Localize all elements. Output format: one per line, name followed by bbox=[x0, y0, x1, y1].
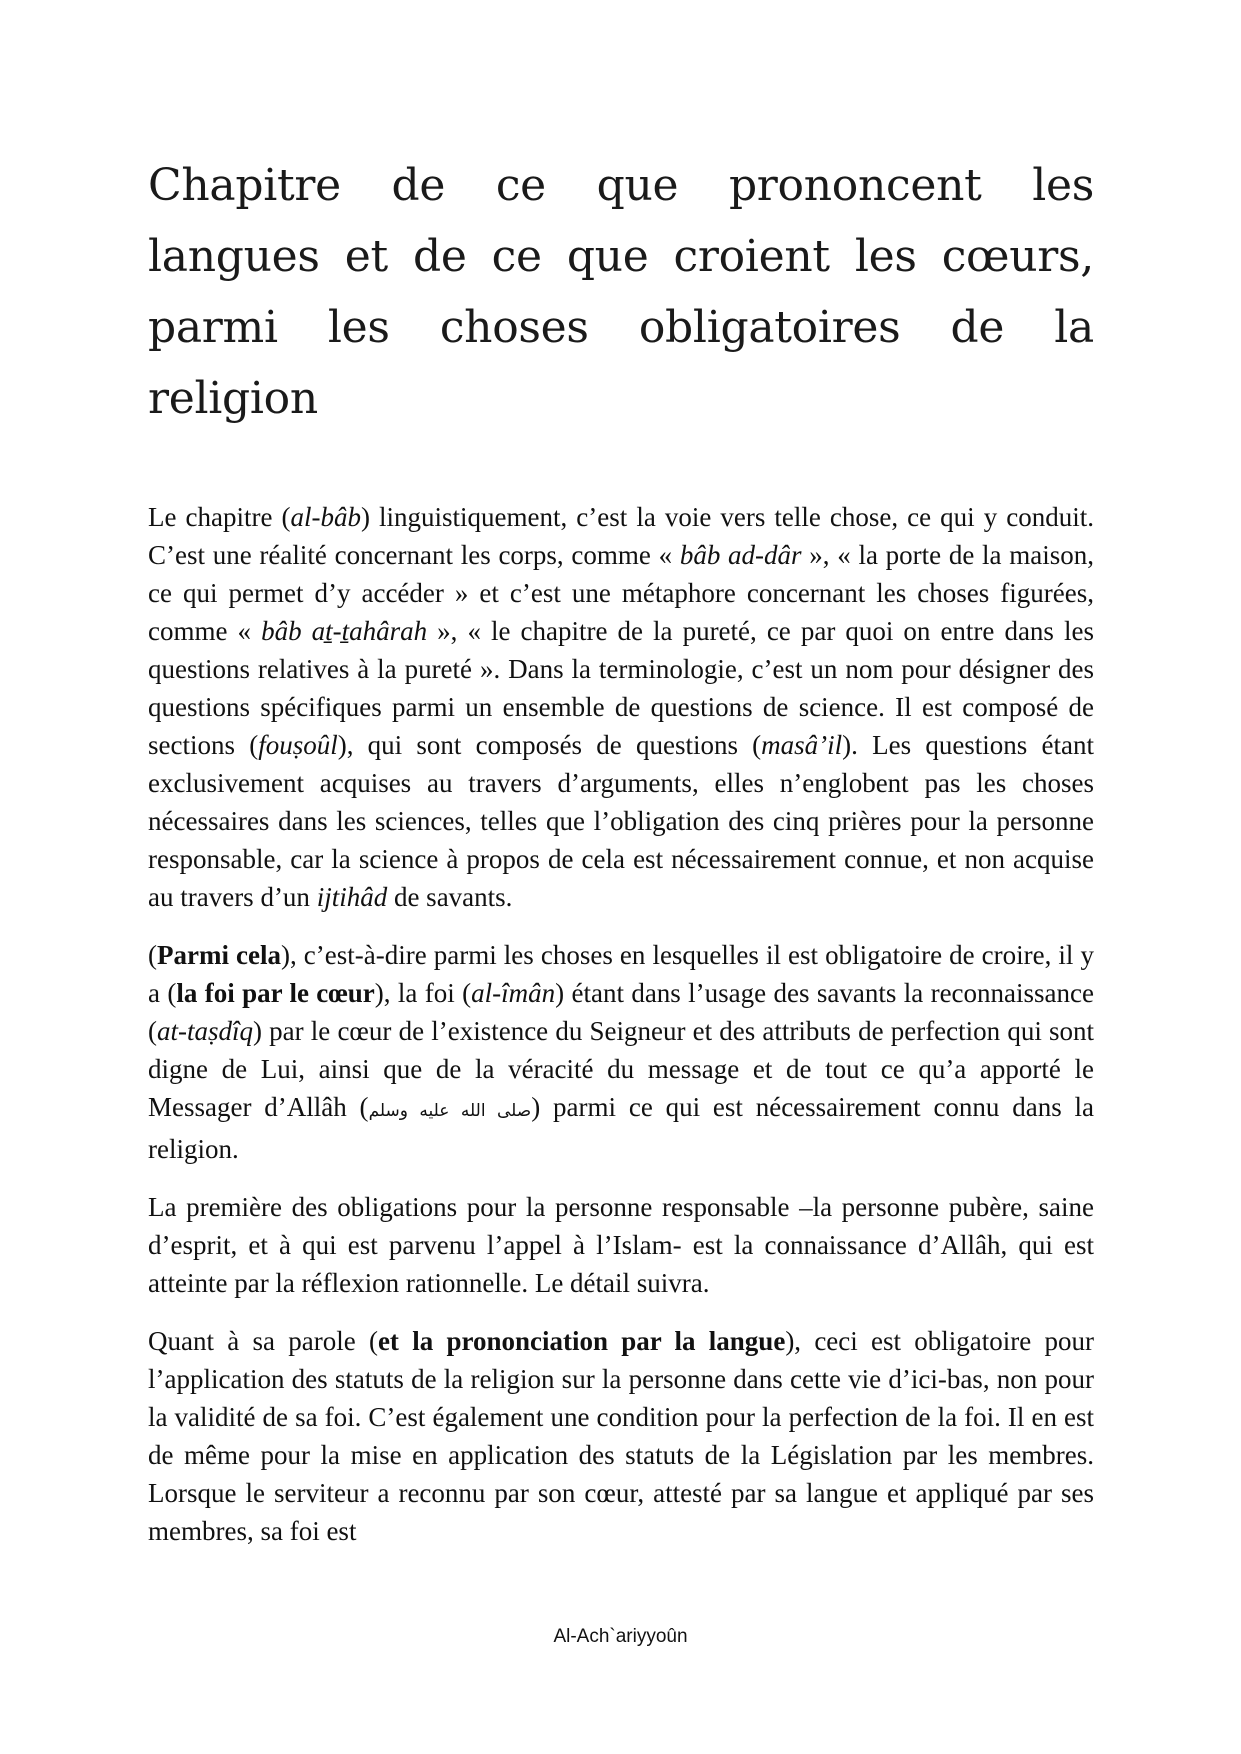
paragraph-1 bbox=[148, 498, 1094, 916]
text-run: ) parmi ce qui est nécessairement connu dans la religion. bbox=[148, 1092, 1095, 1164]
text-run: Le chapitre ( bbox=[148, 502, 291, 532]
text-run: ) par le cœur de l’existence du Seigneur et des attributs de perfection qui sont digne de Lui, ainsi que de la véracité du message et de tout ce qu’a apporté le Messager d’Allâh ( bbox=[148, 1016, 1094, 1122]
text-run: ) étant dans l’usage des savants la reconnaissance ( bbox=[148, 978, 1094, 1046]
italic-term: fouṣoûl bbox=[258, 730, 338, 760]
italic-term: al-îmân bbox=[471, 978, 556, 1008]
text-run: », « le chapitre de la pureté, ce par quoi on entre dans les questions relatives à la pureté ». Dans la terminologie, c’est un nom pour désigner des questions spécifiques parmi un ensemble de questions de science. Il est composé de sections ( bbox=[148, 616, 1094, 760]
bold-term: la foi par le cœur bbox=[176, 978, 375, 1008]
arabic-eulogy: صلى الله عليه وسلم bbox=[368, 1101, 532, 1121]
text-run: ) linguistiquement, c’est la voie vers telle chose, ce qui y conduit. C’est une réalité concernant les corps, comme « bbox=[148, 502, 1094, 570]
italic-term: bâb aṯ-ṯahârah bbox=[261, 616, 428, 646]
chapter-title: Chapitre de ce que prononcent les langues et de ce que croient les cœurs, parmi les choses obligatoires de la religion bbox=[148, 160, 1094, 424]
italic-term: masâ’il bbox=[761, 730, 843, 760]
body-text bbox=[148, 498, 1094, 1550]
text-run: », « la porte de la maison, ce qui permet d’y accéder » et c’est une métaphore concernant les choses figurées, comme « bbox=[148, 540, 1094, 646]
paragraph-3: La première des obligations pour la personne responsable –la personne pubère, saine d’esprit, et à qui est parvenu l’appel à l’Islam- est la connaissance d’Allâh, qui est atteinte par la réflexion rationnelle. Le détail suivra. bbox=[148, 1192, 1094, 1298]
text-run: ). Les questions étant exclusivement acquises au travers d’arguments, elles n’englobent pas les choses nécessaires dans les sciences, telles que l’obligation des cinq prières pour la personne responsable, car la science à propos de cela est nécessairement connue, et non acquise au travers d’un bbox=[148, 730, 1094, 912]
text-run: ( bbox=[148, 940, 157, 970]
bold-term: et la prononciation par la langue bbox=[377, 1326, 786, 1356]
text-run: ), c’est-à-dire parmi les choses en lesquelles il est obligatoire de croire, il y a ( bbox=[148, 940, 1094, 1008]
paragraph-2 bbox=[148, 936, 1094, 1168]
bold-term: Parmi cela bbox=[157, 940, 281, 970]
text-run: ), la foi ( bbox=[374, 978, 472, 1008]
text-run: ), ceci est obligatoire pour l’application des statuts de la religion sur la personne dans cette vie d’ici-bas, non pour la validité de sa foi. C’est également une condition pour la perfection de la foi. Il en est de même pour la mise en application des statuts de la Législation par les membres. Lorsque le serviteur a reconnu par son cœur, attesté par sa langue et appliqué par ses membres, sa foi est bbox=[148, 1326, 1094, 1546]
italic-term: al-bâb bbox=[290, 502, 361, 532]
page-content bbox=[148, 150, 1094, 1570]
text-run: Quant à sa parole ( bbox=[148, 1326, 378, 1356]
text-run: ), qui sont composés de questions ( bbox=[337, 730, 762, 760]
italic-term: ijtihâd bbox=[316, 882, 388, 912]
italic-term: bâb ad-dâr bbox=[679, 540, 802, 570]
paragraph-4 bbox=[148, 1322, 1094, 1550]
italic-term: at-taṣdîq bbox=[157, 1016, 254, 1046]
text-run: de savants. bbox=[387, 882, 513, 912]
page-footer: Al-Ach`ariyyoûn bbox=[553, 1626, 688, 1647]
